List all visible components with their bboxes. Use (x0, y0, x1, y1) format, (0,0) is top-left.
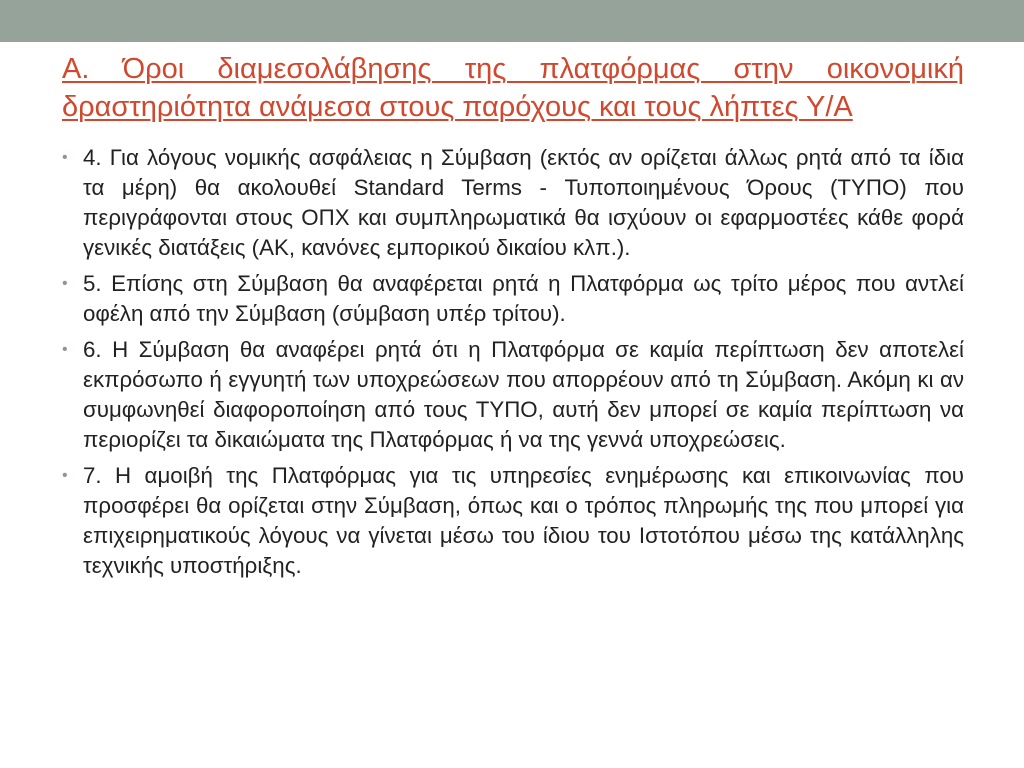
bullet-list (62, 143, 964, 587)
bullet-text-4: 4. Για λόγους νομικής ασφάλειας η Σύμβαση (εκτός αν ορίζεται άλλως ρητά από τα ίδια τα μέρη) θα ακολουθεί Standard Terms - Τυποποιημένους Όρους (ΤΥΠΟ) που περιγράφονται στους ΟΠΧ και συμπληρωματικά θα ισχύουν οι εφαρμοστέες κάθε φορά γενικές διατάξεις (ΑΚ, κανόνες εμπορικού δικαίου κλπ.). (83, 145, 964, 260)
slide-title-line-1: Α. Όροι διαμεσολάβησης της πλατφόρμας στην οικονομική (62, 53, 964, 85)
bullet-text-5: 5. Επίσης στη Σύμβαση θα αναφέρεται ρητά η Πλατφόρμα ως τρίτο μέρος που αντλεί οφέλη από την Σύμβαση (σύμβαση υπέρ τρίτου). (83, 271, 964, 326)
bullet-item-5 (62, 269, 964, 329)
slide-title-line-2: δραστηριότητα ανάμεσα στους παρόχους και τους λήπτες Υ/Α (62, 91, 853, 123)
bullet-dot-icon: • (62, 341, 68, 358)
bullet-dot-icon: • (62, 467, 68, 484)
bullet-item-6 (62, 335, 964, 455)
bullet-dot-icon: • (62, 275, 68, 292)
bullet-text-6: 6. Η Σύμβαση θα αναφέρει ρητά ότι η Πλατφόρμα σε καμία περίπτωση δεν αποτελεί εκπρόσωπο ή εγγυητή των υποχρεώσεων που απορρέουν από τη Σύμβαση. Ακόμη κι αν συμφωνηθεί διαφοροποίηση από τους ΤΥΠΟ, αυτή δεν μπορεί σε καμία περίπτωση να περιορίζει τα δικαιώματα της Πλατφόρμας ή να της γεννά υποχρεώσεις. (83, 337, 964, 452)
bullet-dot-icon: • (62, 149, 68, 166)
bullet-text-7: 7. Η αμοιβή της Πλατφόρμας για τις υπηρεσίες ενημέρωσης και επικοινωνίας που προσφέρει θα ορίζεται στην Σύμβαση, όπως και ο τρόπος πληρωμής της που μπορεί για επιχειρηματικούς λόγους να γίνεται μέσω του ίδιου του Ιστοτόπου μέσω της κατάλληλης τεχνικής υποστήριξης. (83, 463, 964, 578)
bullet-item-7 (62, 461, 964, 581)
top-decorative-band (0, 0, 1024, 42)
slide-title (62, 50, 964, 126)
bullet-item-4 (62, 143, 964, 263)
